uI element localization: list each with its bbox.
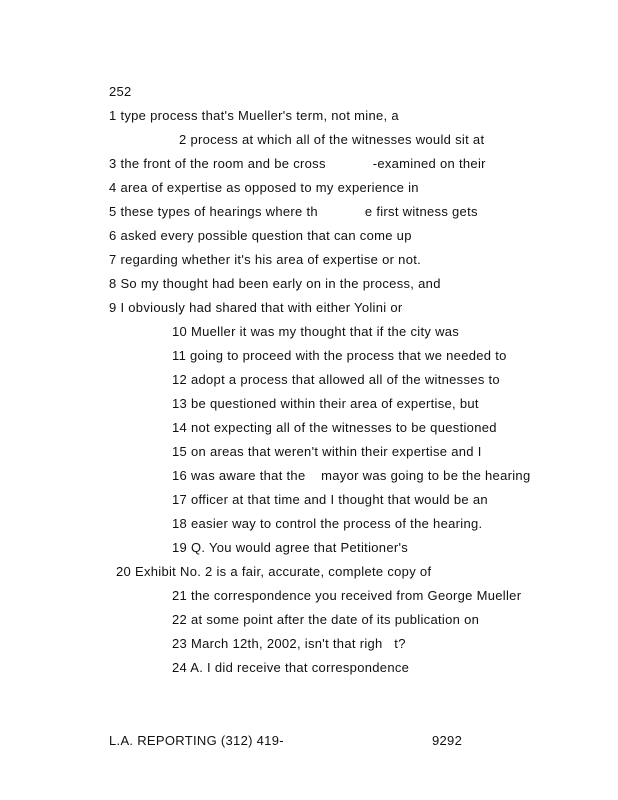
transcript-line-14: 14 not expecting all of the witnesses to be questioned bbox=[172, 420, 497, 435]
transcript-line-12: 12 adopt a process that allowed all of the witnesses to bbox=[172, 372, 500, 387]
transcript-line-4: 4 area of expertise as opposed to my experience in bbox=[109, 180, 419, 195]
transcript-line-1: 1 type process that's Mueller's term, not mine, a bbox=[109, 108, 399, 123]
transcript-line-5: 5 these types of hearings where th e first witness gets bbox=[109, 204, 478, 219]
transcript-line-22: 22 at some point after the date of its publication on bbox=[172, 612, 480, 627]
transcript-line-16: 16 was aware that the mayor was going to be the hearing bbox=[172, 468, 531, 483]
footer-reporter: L.A. REPORTING (312) 419- bbox=[109, 733, 284, 748]
transcript-line-19: 19 Q. You would agree that Petitioner's bbox=[172, 540, 409, 555]
transcript-line-23: 23 March 12th, 2002, isn't that righ t? bbox=[172, 636, 406, 651]
transcript-line-24: 24 A. I did receive that correspondence bbox=[172, 660, 410, 675]
transcript-line-18: 18 easier way to control the process of the hearing. bbox=[172, 516, 483, 531]
transcript-line-11: 11 going to proceed with the process that we needed to bbox=[172, 348, 507, 363]
transcript-line-6: 6 asked every possible question that can come up bbox=[109, 228, 412, 243]
transcript-line-3: 3 the front of the room and be cross -examined on their bbox=[109, 156, 486, 171]
transcript-line-21: 21 the correspondence you received from George Mueller bbox=[172, 588, 522, 603]
transcript-line-8: 8 So my thought had been early on in the process, and bbox=[109, 276, 441, 291]
transcript-line-7: 7 regarding whether it's his area of expertise or not. bbox=[109, 252, 422, 267]
transcript-line-13: 13 be questioned within their area of expertise, but bbox=[172, 396, 479, 411]
page-number: 252 bbox=[109, 84, 132, 99]
footer-phone-number: 9292 bbox=[432, 733, 463, 748]
transcript-line-15: 15 on areas that weren't within their expertise and I bbox=[172, 444, 482, 459]
transcript-line-10: 10 Mueller it was my thought that if the city was bbox=[172, 324, 460, 339]
transcript-line-9: 9 I obviously had shared that with either Yolini or bbox=[109, 300, 403, 315]
transcript-line-20: 20 Exhibit No. 2 is a fair, accurate, complete copy of bbox=[116, 564, 432, 579]
transcript-line-17: 17 officer at that time and I thought that would be an bbox=[172, 492, 488, 507]
transcript-line-2: 2 process at which all of the witnesses would sit at bbox=[179, 132, 485, 147]
